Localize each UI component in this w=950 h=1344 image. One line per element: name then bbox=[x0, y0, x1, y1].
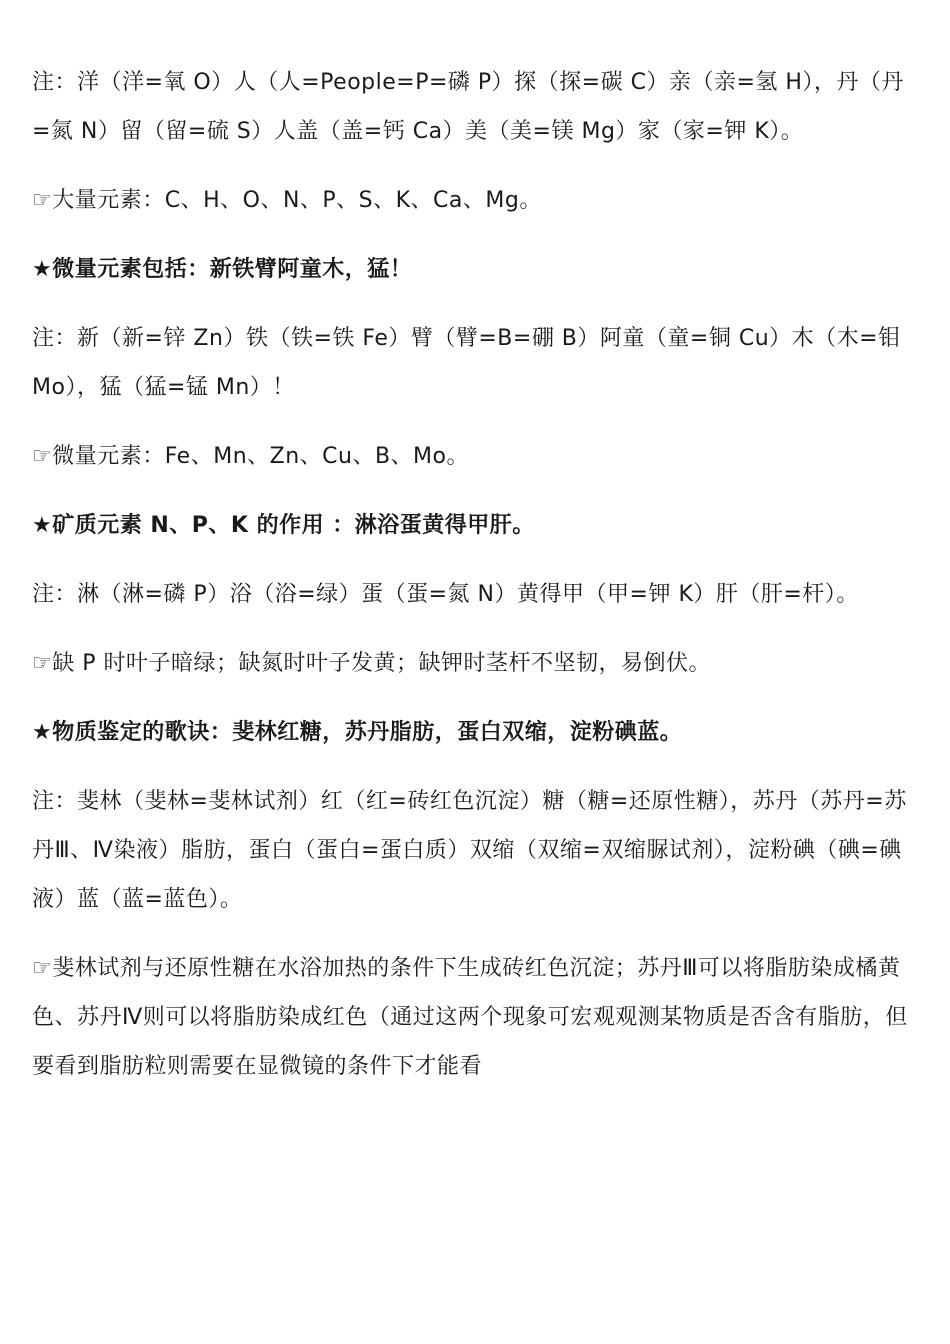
npk-deficiency-symptoms: ☞缺 P 时叶子暗绿；缺氮时叶子发黄；缺钾时茎杆不坚韧，易倒伏。 bbox=[32, 651, 711, 676]
heading-npk-function: ★矿质元素 N、P、K 的作用 ：淋浴蛋黄得甲肝。 bbox=[32, 513, 535, 538]
macro-elements-list: ☞大量元素：C、H、O、N、P、S、K、Ca、Mg。 bbox=[32, 188, 542, 213]
note-npk-function: 注：淋（淋=磷 P）浴（浴=绿）蛋（蛋=氮 N）黄得甲（甲=钾 K）肝（肝=杆）。 bbox=[32, 582, 859, 607]
heading-substance-identification: ★物质鉴定的歌诀：斐林红糖，苏丹脂肪，蛋白双缩，淀粉碘蓝。 bbox=[32, 720, 683, 745]
note-micro-elements: 注：新（新=锌 Zn）铁（铁=铁 Fe）臂（臂=B=硼 B）阿童（童=铜 Cu）木（木=钼 Mo），猛（猛=锰 Mn）！ bbox=[32, 326, 901, 400]
micro-elements-list: ☞微量元素：Fe、Mn、Zn、Cu、B、Mo。 bbox=[32, 444, 469, 469]
note-substance-identification: 注：斐林（斐林=斐林试剂）红（红=砖红色沉淀）糖（糖=还原性糖），苏丹（苏丹=苏丹Ⅲ、Ⅳ染液）脂肪，蛋白（蛋白=蛋白质）双缩（双缩=双缩脲试剂），淀粉碘（碘=碘液）蓝（蓝=蓝色）。 bbox=[32, 789, 907, 912]
heading-micro-elements: ★微量元素包括：新铁臂阿童木，猛！ bbox=[32, 257, 413, 282]
note-macro-elements: 注：洋（洋=氧 O）人（人=People=P=磷 P）探（探=碳 C）亲（亲=氢 H），丹（丹=氮 N）留（留=硫 S）人盖（盖=钙 Ca）美（美=镁 Mg）家（家=钾 K）。 bbox=[32, 70, 904, 144]
identification-detail: ☞斐林试剂与还原性糖在水浴加热的条件下生成砖红色沉淀；苏丹Ⅲ可以将脂肪染成橘黄色、苏丹Ⅳ则可以将脂肪染成红色（通过这两个现象可宏观观测某物质是否含有脂肪，但要看到脂肪粒则需要在显微镜的条件下才能看 bbox=[32, 956, 908, 1079]
document-page bbox=[32, 58, 918, 1111]
